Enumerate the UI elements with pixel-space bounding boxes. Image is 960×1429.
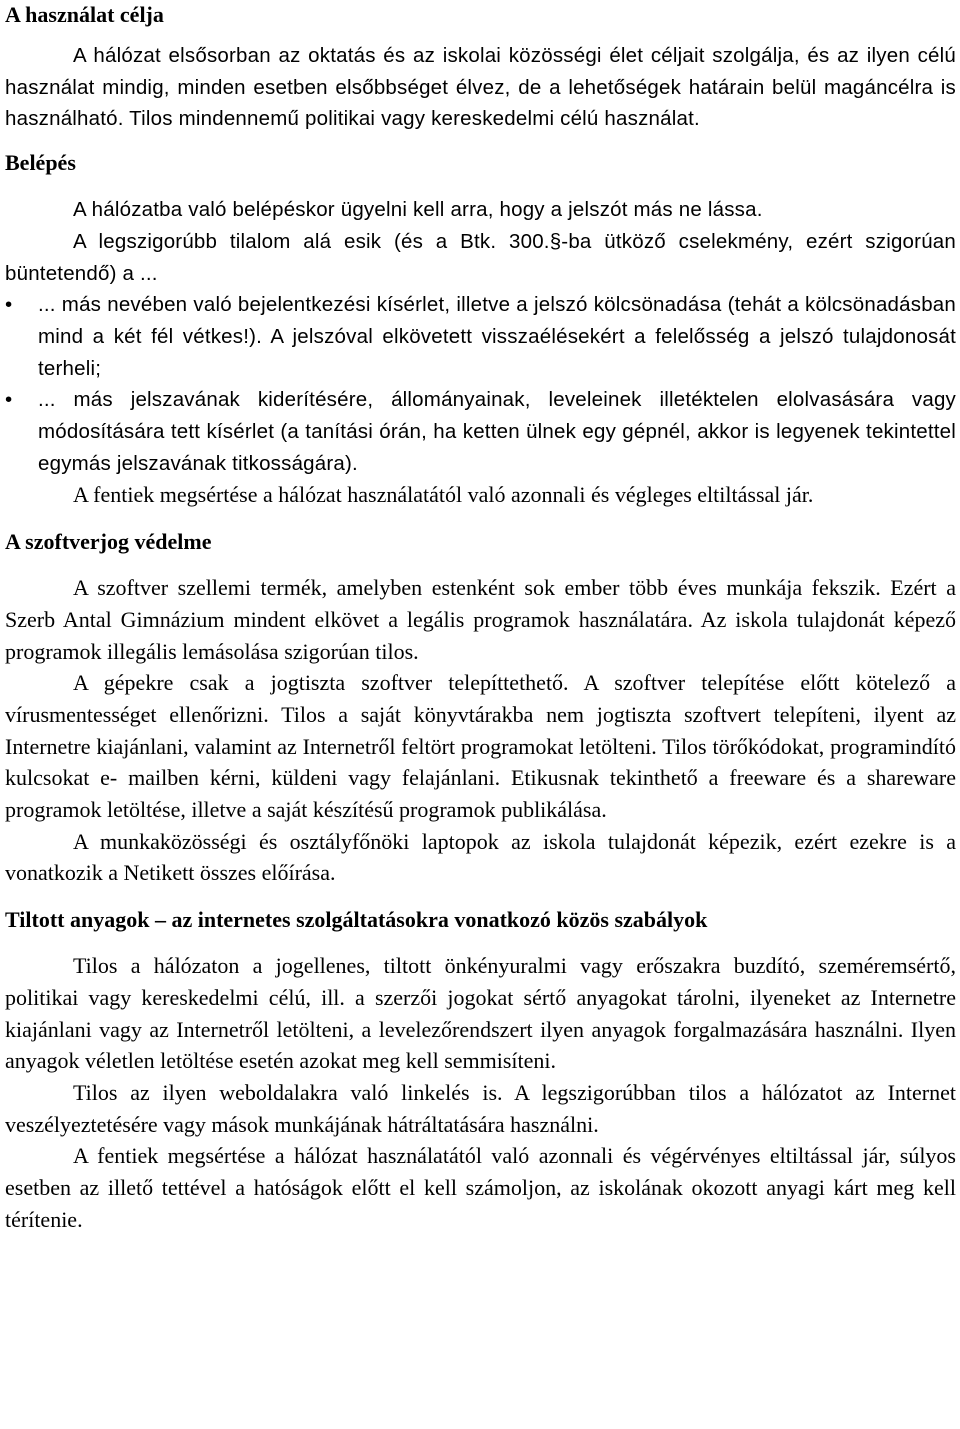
document-page [5, 0, 956, 1236]
section-software [5, 527, 956, 889]
paragraph-login-3: A fentiek megsértése a hálózat használatától való azonnali és végleges eltiltással jár. [73, 482, 814, 508]
section-heading-purpose: A használat célja [5, 2, 164, 27]
paragraph-purpose-1: A hálózat elsősorban az oktatás és az iskolai közösségi élet céljait szolgálja, és az ilyen célú használat mindig, minden esetben elsőbbséget élvez, de a lehetőségek határain belül magáncélra is használható. Tilos mindennemű politikai vagy kereskedelmi célú használat. [5, 44, 956, 131]
paragraph-software-2: A gépekre csak a jogtiszta szoftver telepíttethető. A szoftver telepítése előtt kötelező a vírusmentességet ellenőrizni. Tilos a saját könyvtárakba nem jogtiszta szoftvert telepíteni, ilyent az Internetre kiajánlani, valamint az Internetről feltört programokat letölteni. Tilos törőkódokat, programindító kulcsokat e- mailben kérni, küldeni vagy felajánlani. Etikusnak tekinthető a freeware és a shareware programok letöltése, illetve a saját készítésű programok publikálása. [5, 670, 956, 823]
list-item [5, 384, 956, 479]
paragraph-login-1: A hálózatba való belépéskor ügyelni kell arra, hogy a jelszót más ne lássa. [73, 198, 763, 222]
section-purpose [5, 0, 956, 135]
list-item-text: ... más jelszavának kiderítésére, állományainak, leveleinek illetéktelen elolvasására vagy módosítására tett kísérlet (a tanítási órán, ha ketten ülnek egy gépnél, akkor is legyenek tekintettel egymás jelszavának titkosságára). [38, 388, 956, 475]
section-heading-forbidden: Tiltott anyagok – az internetes szolgáltatásokra vonatkozó közös szabályok [5, 907, 708, 933]
paragraph-software-1: A szoftver szellemi termék, amelyben estenként sok ember több éves munkája fekszik. Ezért a Szerb Antal Gimnázium mindent elkövet a legális programok használatára. Az iskola tulajdonát képező programok illegális lemásolása szigorúan tilos. [5, 575, 956, 664]
paragraph-software-3: A munkaközösségi és osztályfőnöki laptopok az iskola tulajdonát képezik, ezért ezekre is a vonatkozik a Netikett összes előírása. [5, 828, 956, 886]
bullet-icon: • [5, 388, 13, 412]
section-forbidden [5, 905, 956, 1235]
section-heading-login: Belépés [5, 150, 76, 176]
bullet-icon: • [5, 293, 13, 317]
paragraph-forbidden-3: A fentiek megsértése a hálózat használatától való azonnali és végérvényes eltiltással jár, súlyos esetben az illető tettével a hatóságok előtt el kell számoljon, az iskolának okozott anyagi kárt meg kell térítenie. [5, 1143, 956, 1232]
paragraph-forbidden-2: Tilos az ilyen weboldalakra való linkelés is. A legszigorúbban tilos a hálózatot az Internet veszélyeztetésére vagy mások munkájának hátráltatására használni. [5, 1079, 956, 1137]
section-login [5, 148, 956, 511]
section-heading-software: A szoftverjog védelme [5, 529, 212, 555]
paragraph-login-2: A legszigorúbb tilalom alá esik (és a Btk. 300.§-ba ütköző cselekmény, ezért szigorúan büntetendő) a ... [5, 229, 956, 285]
list-item [5, 289, 956, 384]
bullet-list-login [5, 289, 956, 479]
paragraph-forbidden-1: Tilos a hálózaton a jogellenes, tiltott önkényuralmi vagy erőszakra buzdító, szeméremsértő, politikai vagy kereskedelmi célú, ill. a szerzői jogokat sértő anyagokat tárolni, ilyeneket az Internetre kiajánlani vagy az Internetről letölteni, a levelezőrendszert ilyen anyagok forgalmazására használni. Ilyen anyagok véletlen letöltése esetén azokat meg kell semmisíteni. [5, 953, 956, 1074]
list-item-text: ... más nevében való bejelentkezési kísérlet, illetve a jelszó kölcsönadása (tehát a kölcsönadásban mind a két fél vétkes!). A jelszóval elkövetett visszaélésekért a felelősség a jelszó tulajdonosát terheli; [38, 293, 956, 380]
